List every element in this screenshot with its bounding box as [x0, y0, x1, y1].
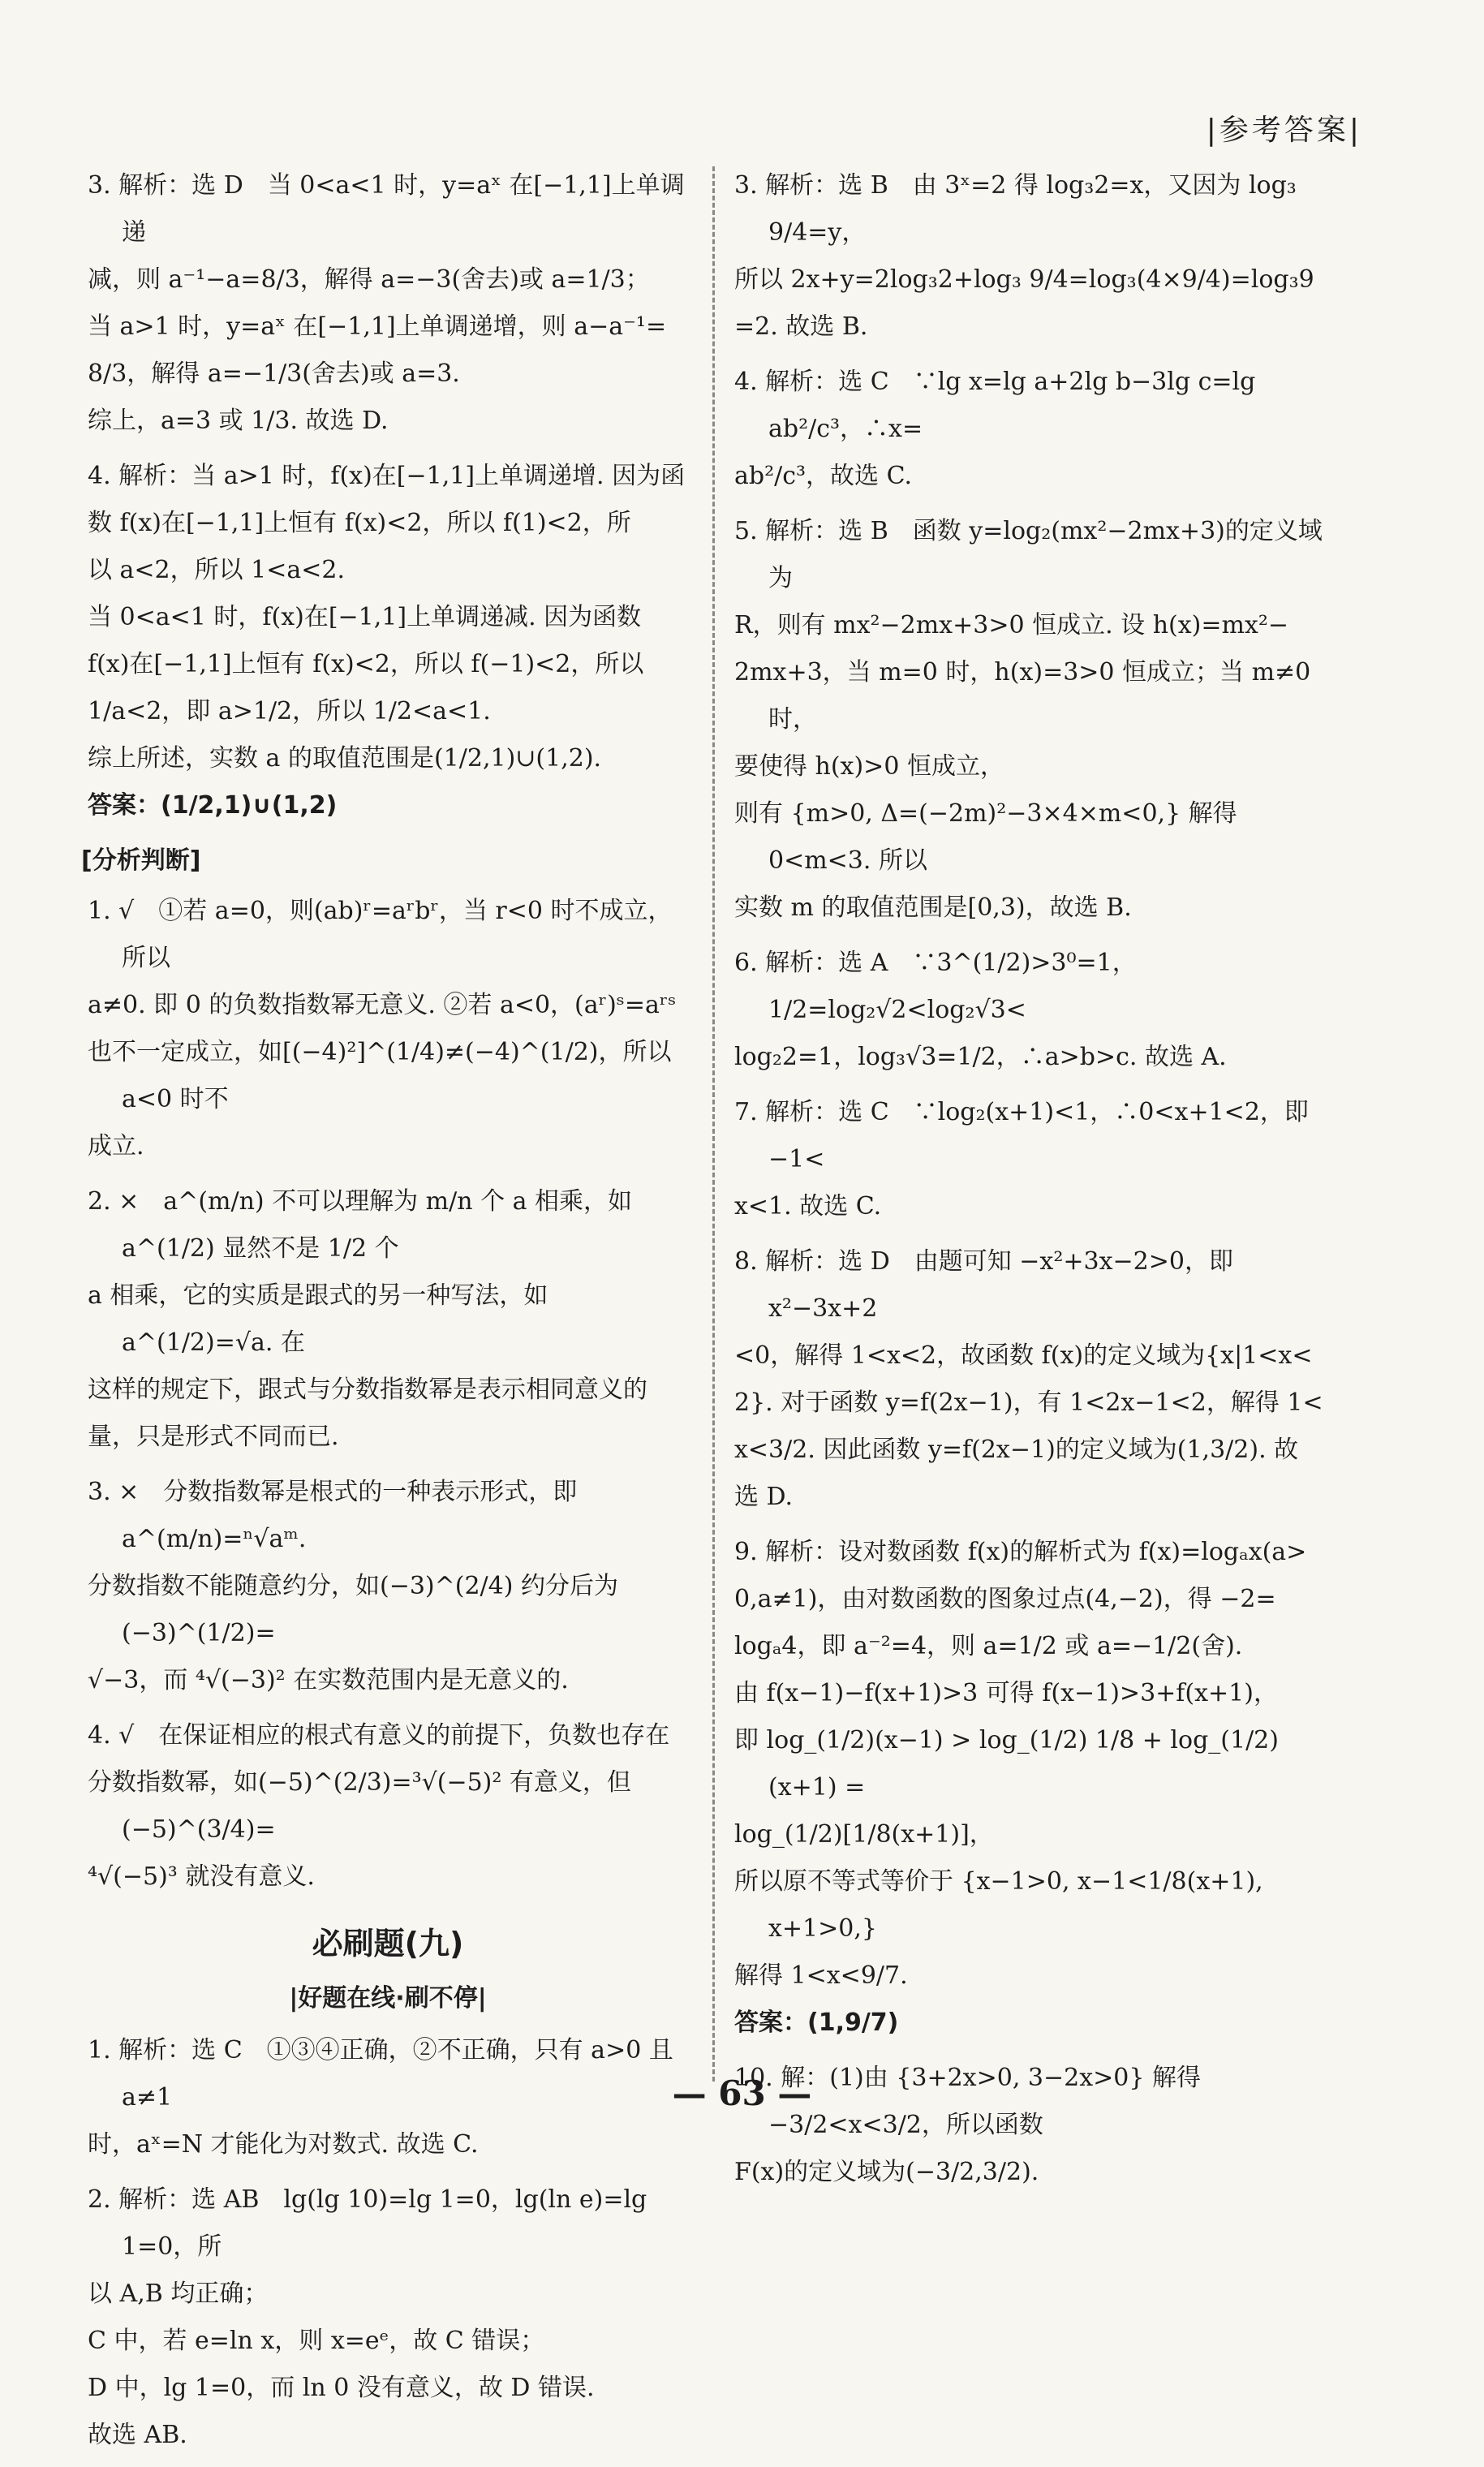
text-line: 2}. 对于函数 y=f(2x−1)，有 1<2x−1<2，解得 1<	[734, 1388, 1323, 1417]
answer-7-right	[734, 1089, 1335, 1230]
text-line: 综上，a=3 或 1/3. 故选 D.	[88, 407, 389, 435]
text-line: 4. 解析：当 a>1 时，f(x)在[−1,1]上单调递增. 因为函	[88, 462, 686, 490]
text-line: 故选 AB.	[88, 2421, 187, 2449]
answer-4-left	[88, 453, 688, 829]
text-line: 3. × 分数指数幂是根式的一种表示形式，即 a^(m/n)=ⁿ√aᵐ.	[88, 1478, 578, 1553]
text-line: D 中，lg 1=0，而 ln 0 没有意义，故 D 错误.	[88, 2374, 595, 2402]
column-divider	[712, 166, 715, 2082]
text-line: 8/3，解得 a=−1/3(舍去)或 a=3.	[88, 360, 460, 388]
text-line: <0，解得 1<x<2，故函数 f(x)的定义域为{x|1<x<	[734, 1341, 1313, 1370]
judgement-2	[88, 1178, 688, 1461]
text-line: 3. 解析：选 B 由 3ˣ=2 得 log₃2=x，又因为 log₃ 9/4=y，	[734, 171, 1297, 247]
text-line: F(x)的定义域为(−3/2,3/2).	[734, 2158, 1039, 2186]
text-line: 减，则 a⁻¹−a=8/3，解得 a=−3(舍去)或 a=1/3；	[88, 265, 650, 294]
text-line: 以 A,B 均正确；	[88, 2280, 269, 2308]
text-line: 2mx+3，当 m=0 时，h(x)=3>0 恒成立；当 m≠0 时，	[734, 658, 1311, 734]
text-line: a 相乘，它的实质是跟式的另一种写法，如 a^(1/2)=√a. 在	[88, 1281, 548, 1357]
judgement-1	[88, 888, 688, 1170]
text-line: 这样的规定下，跟式与分数指数幂是表示相同意义的	[88, 1376, 647, 1404]
text-line: 所以原不等式等价于 {x−1>0, x−1<1/8(x+1), x+1>0,}	[734, 1867, 1263, 1943]
text-line: logₐ4，即 a⁻²=4，则 a=1/2 或 a=−1/2(舍).	[734, 1632, 1243, 1660]
left-column	[81, 162, 688, 2467]
text-line: 0,a≠1)，由对数函数的图象过点(4,−2)，得 −2=	[734, 1585, 1276, 1613]
text-line: 3. 解析：选 D 当 0<a<1 时，y=aˣ 在[−1,1]上单调递	[88, 171, 685, 247]
text-line: 分数指数不能随意约分，如(−3)^(2/4) 约分后为(−3)^(1/2)=	[88, 1572, 618, 1647]
text-line: a≠0. 即 0 的负数指数幂无意义. ②若 a<0，(aʳ)ˢ=aʳˢ	[88, 991, 677, 1019]
text-line: 以 a<2，所以 1<a<2.	[88, 556, 346, 584]
text-line: 6. 解析：选 A ∵3^(1/2)>3⁰=1，1/2=log₂√2<log₂√3<	[734, 949, 1137, 1024]
section-title: 必刷题(九)	[312, 1926, 464, 1961]
text-line: 9. 解析：设对数函数 f(x)的解析式为 f(x)=logₐx(a>	[734, 1538, 1307, 1566]
text-line: 由 f(x−1)−f(x+1)>3 可得 f(x−1)>3+f(x+1)，	[734, 1679, 1278, 1707]
text-line: 当 a>1 时，y=aˣ 在[−1,1]上单调递增，则 a−a⁻¹=	[88, 312, 667, 341]
analysis-section-tag: [分析判断]	[81, 846, 201, 875]
page-number: — 63 —	[672, 2073, 812, 2113]
text-line: 4. 解析：选 C ∵lg x=lg a+2lg b−3lg c=lg ab²/c³，∴x=	[734, 368, 1256, 443]
text-line: √−3，而 ⁴√(−3)² 在实数范围内是无意义的.	[88, 1666, 569, 1694]
right-column	[734, 162, 1335, 2204]
judgement-3	[88, 1469, 688, 1704]
text-line: 当 0<a<1 时，f(x)在[−1,1]上单调递减. 因为函数	[88, 603, 642, 631]
text-line: =2. 故选 B.	[734, 312, 868, 341]
text-line: C 中，若 e=ln x，则 x=eᵉ，故 C 错误；	[88, 2327, 545, 2355]
answer-line: 答案：(1/2,1)∪(1,2)	[88, 791, 338, 820]
text-line: 解得 1<x<9/7.	[734, 1961, 908, 1990]
text-line: 成立.	[88, 1132, 144, 1160]
text-line: log_(1/2)[1/8(x+1)]，	[734, 1820, 994, 1849]
section-subtitle: |好题在线·刷不停|	[289, 1984, 487, 2013]
text-line: 综上所述，实数 a 的取值范围是(1/2,1)∪(1,2).	[88, 744, 602, 773]
text-line: 也不一定成立，如[(−4)²]^(1/4)≠(−4)^(1/2)，所以 a<0 时不	[88, 1038, 672, 1113]
text-line: 5. 解析：选 B 函数 y=log₂(mx²−2mx+3)的定义域为	[734, 517, 1323, 592]
text-line: 1. 解析：选 C ①③④正确，②不正确，只有 a>0 且 a≠1	[88, 2036, 673, 2112]
text-line: ⁴√(−5)³ 就没有意义.	[88, 1862, 315, 1891]
answer-8-right	[734, 1238, 1335, 1521]
answer-3-left	[88, 162, 688, 445]
text-line: 2. × a^(m/n) 不可以理解为 m/n 个 a 相乘，如 a^(1/2) 显然不是 1/2 个	[88, 1187, 633, 1263]
text-line: 要使得 h(x)>0 恒成立，	[734, 752, 1004, 781]
text-line: x<3/2. 因此函数 y=f(2x−1)的定义域为(1,3/2). 故	[734, 1436, 1299, 1464]
answer-line: 答案：(1,9/7)	[734, 2008, 899, 2037]
text-line: 时，aˣ=N 才能化为对数式. 故选 C.	[88, 2130, 479, 2159]
text-line: ab²/c³，故选 C.	[734, 462, 913, 490]
answer-b2	[88, 2176, 688, 2459]
text-line: 8. 解析：选 D 由题可知 −x²+3x−2>0，即 x²−3x+2	[734, 1247, 1233, 1323]
answer-6-right	[734, 940, 1335, 1081]
text-line: 即 log_(1/2)(x−1) > log_(1/2) 1/8 + log_(1/2)(x+1) =	[734, 1726, 1279, 1802]
text-line: 1. √ ①若 a=0，则(ab)ʳ=aʳbʳ，当 r<0 时不成立，所以	[88, 897, 673, 972]
text-line: 选 D.	[734, 1483, 794, 1511]
answer-9-right	[734, 1529, 1335, 2047]
answer-3-right	[734, 162, 1335, 351]
text-line: 7. 解析：选 C ∵log₂(x+1)<1，∴0<x+1<2，即 −1<	[734, 1098, 1309, 1173]
text-line: 2. 解析：选 AB lg(lg 10)=lg 1=0，lg(ln e)=lg 1=0，所	[88, 2185, 647, 2261]
text-line: 所以 2x+y=2log₃2+log₃ 9/4=log₃(4×9/4)=log₃9	[734, 265, 1314, 294]
answer-5-right	[734, 508, 1335, 932]
text-line: 量，只是形式不同而已.	[88, 1423, 339, 1451]
text-line: x<1. 故选 C.	[734, 1192, 882, 1221]
answer-4-right	[734, 359, 1335, 500]
text-line: 分数指数幂，如(−5)^(2/3)=³√(−5)² 有意义，但(−5)^(3/4)=	[88, 1768, 631, 1844]
text-line: 则有 {m>0, Δ=(−2m)²−3×4×m<0,} 解得 0<m<3. 所以	[734, 799, 1237, 875]
text-line: 10. 解：(1)由 {3+2x>0, 3−2x>0} 解得 −3/2<x<3/2，所以函数	[734, 2064, 1201, 2139]
page-header: |参考答案|	[1206, 114, 1362, 147]
text-line: f(x)在[−1,1]上恒有 f(x)<2，所以 f(−1)<2，所以	[88, 650, 644, 678]
text-line: R，则有 mx²−2mx+3>0 恒成立. 设 h(x)=mx²−	[734, 611, 1289, 639]
judgement-4	[88, 1712, 688, 1901]
text-line: 数 f(x)在[−1,1]上恒有 f(x)<2，所以 f(1)<2，所	[88, 509, 631, 537]
text-line: 4. √ 在保证相应的根式有意义的前提下，负数也存在	[88, 1721, 670, 1750]
text-line: log₂2=1，log₃√3=1/2，∴a>b>c. 故选 A.	[734, 1043, 1227, 1071]
text-line: 实数 m 的取值范围是[0,3)，故选 B.	[734, 893, 1132, 922]
text-line: 1/a<2，即 a>1/2，所以 1/2<a<1.	[88, 697, 491, 725]
